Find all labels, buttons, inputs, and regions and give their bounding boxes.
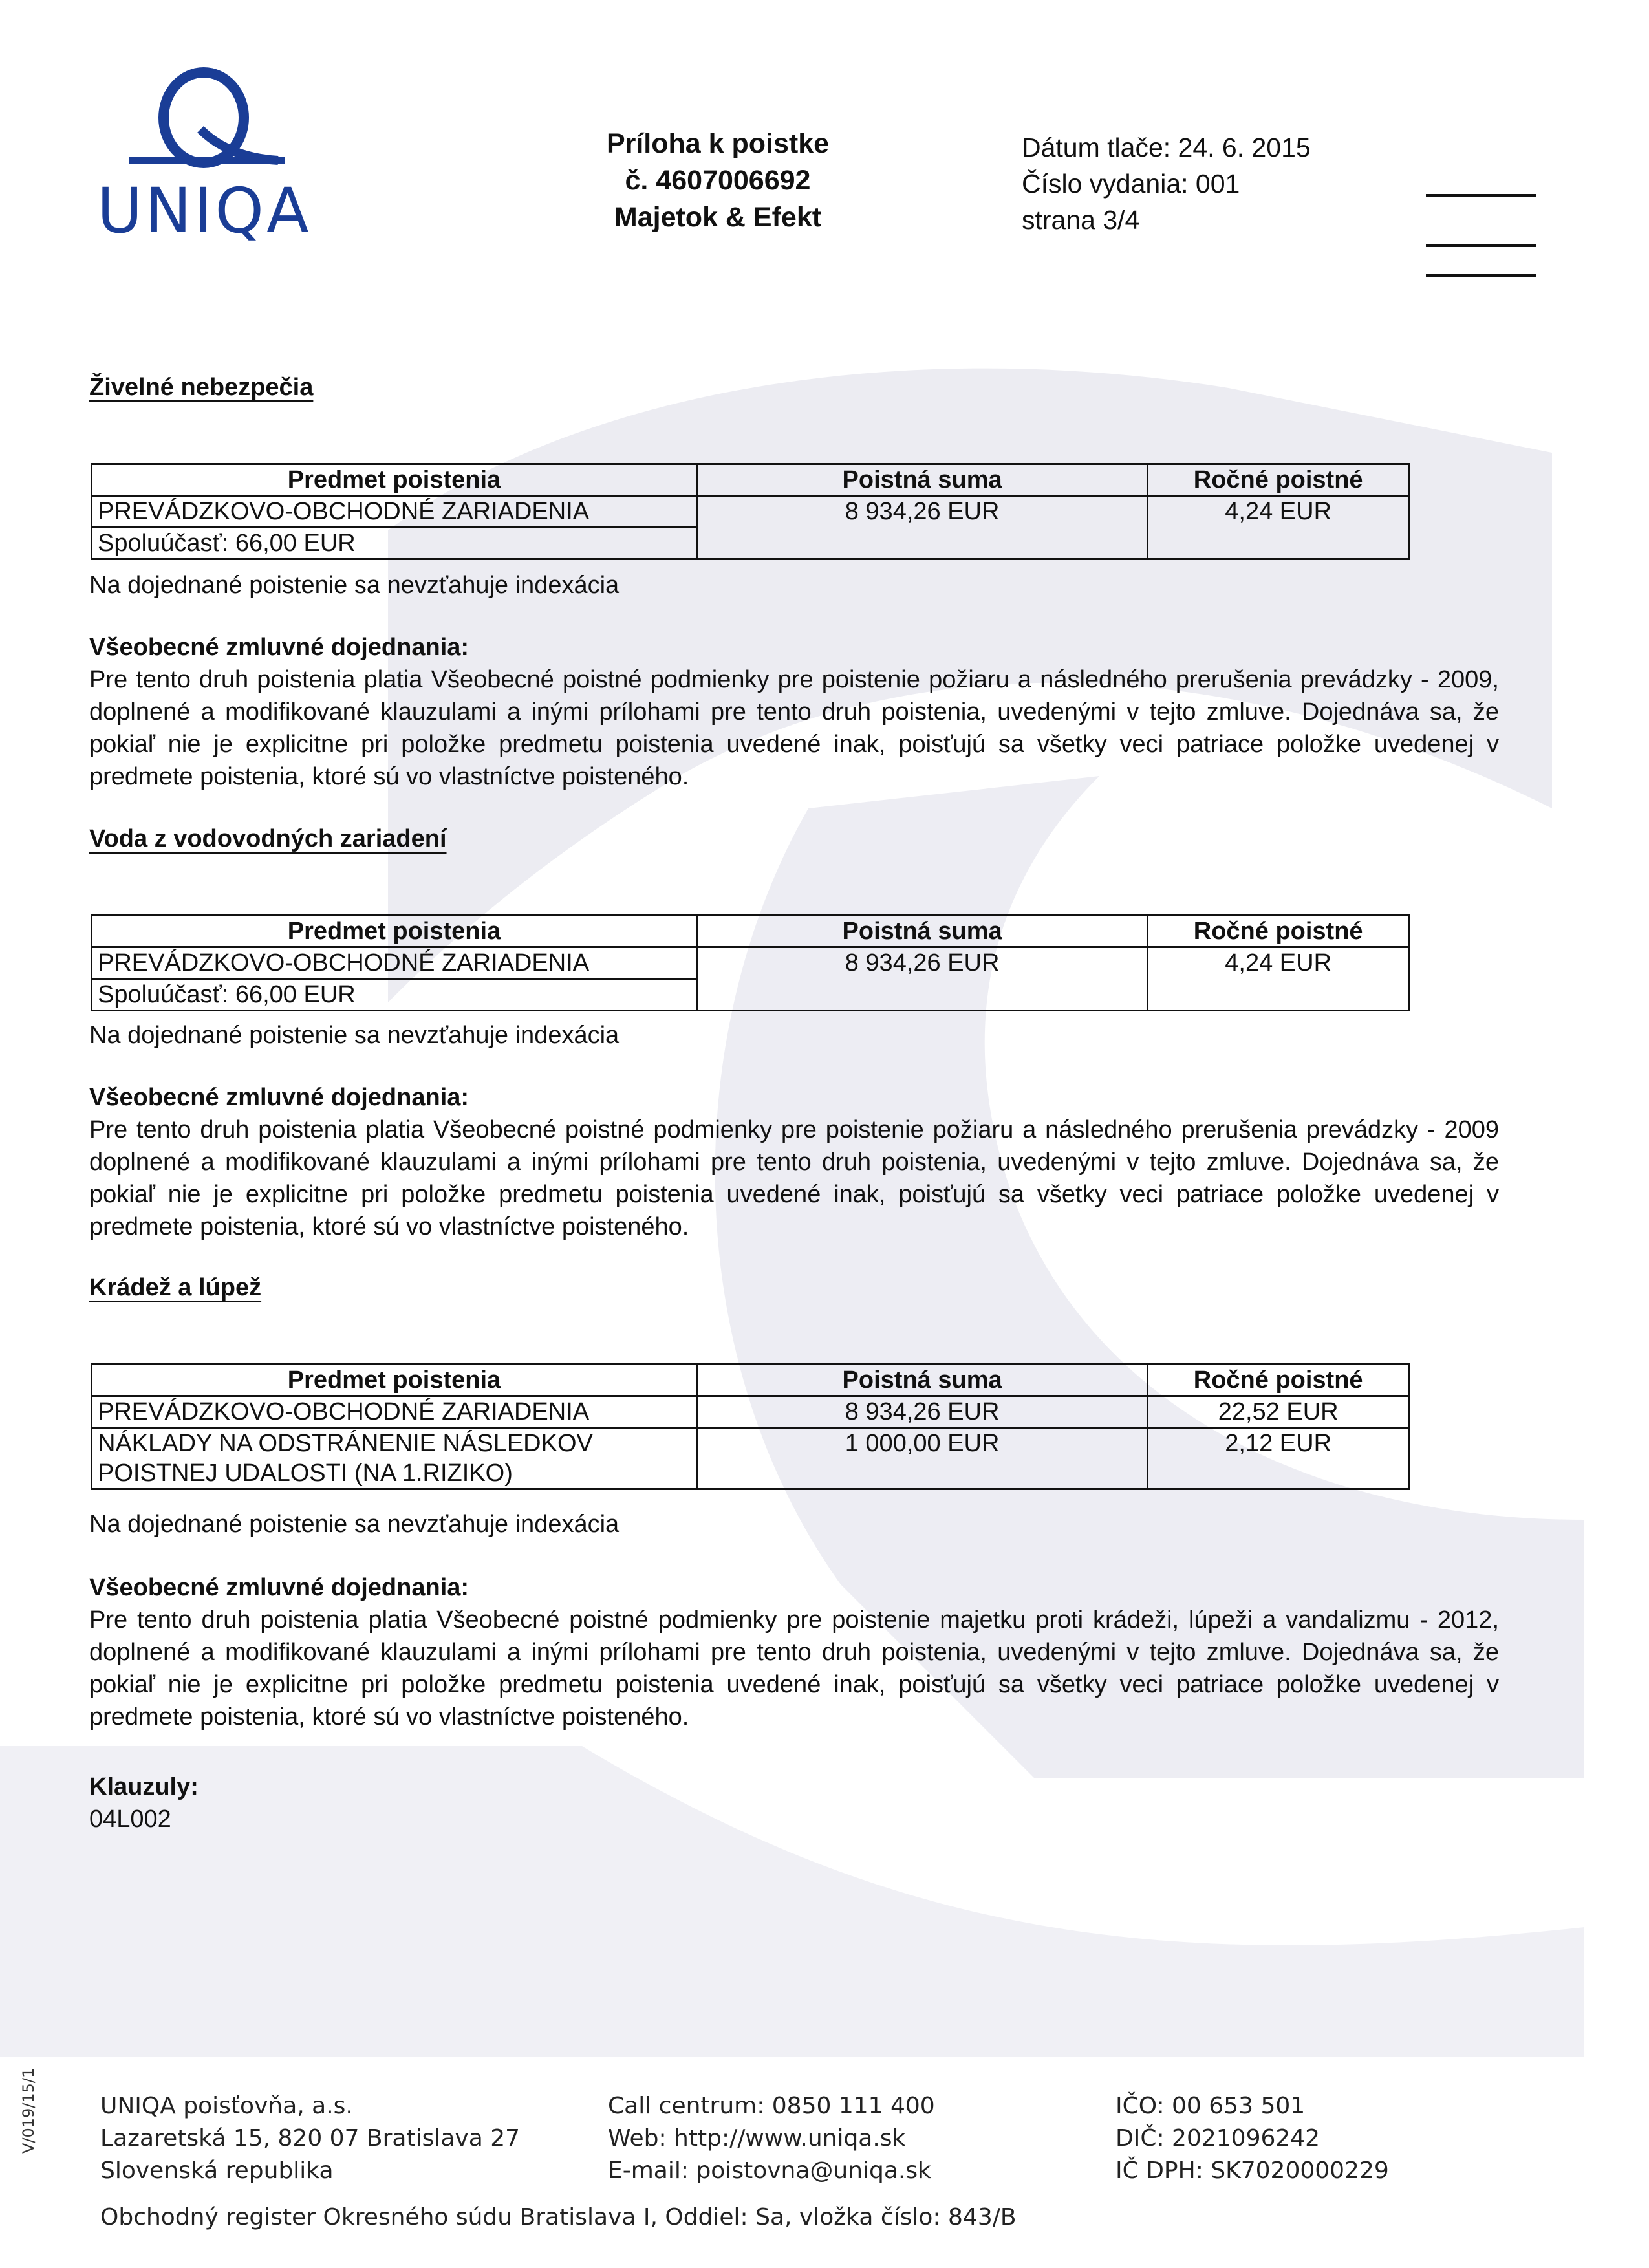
column-header: Predmet poistenia bbox=[92, 1365, 697, 1396]
attachment-title: Príloha k poistke bbox=[606, 128, 830, 159]
company-name: UNIQA poisťovňa, a.s. bbox=[100, 2093, 353, 2119]
print-date: Dátum tlače: 24. 6. 2015 bbox=[1022, 133, 1311, 162]
indexation-note: Na dojednané poistenie sa nevzťahuje indexácia bbox=[89, 1022, 620, 1049]
ico: IČO: 00 653 501 bbox=[1116, 2093, 1306, 2119]
column-header: Poistná suma bbox=[696, 1365, 1147, 1396]
column-header: Ročné poistné bbox=[1148, 464, 1409, 496]
footer-registration bbox=[1116, 2090, 1389, 2187]
header-rule bbox=[1426, 274, 1536, 277]
indexation-note: Na dojednané poistenie sa nevzťahuje indexácia bbox=[89, 572, 620, 599]
company-register: Obchodný register Okresného súdu Bratislava I, Oddiel: Sa, vložka číslo: 843/B bbox=[100, 2204, 1017, 2230]
table-cell: 8 934,26 EUR bbox=[696, 1396, 1147, 1428]
dic: DIČ: 2021096242 bbox=[1116, 2125, 1320, 2152]
column-header: Poistná suma bbox=[696, 916, 1147, 947]
header-rule bbox=[1426, 244, 1536, 247]
column-header: Predmet poistenia bbox=[92, 464, 697, 496]
attachment-header bbox=[582, 125, 854, 236]
table-cell: PREVÁDZKOVO-OBCHODNÉ ZARIADENIA bbox=[92, 496, 697, 528]
table-cell: NÁKLADY NA ODSTRÁNENIE NÁSLEDKOV POISTNEJ UDALOSTI (NA 1.RIZIKO) bbox=[92, 1428, 697, 1489]
agreements-heading: Všeobecné zmluvné dojednania: bbox=[89, 634, 469, 661]
table-cell: 8 934,26 EUR bbox=[696, 496, 1147, 559]
header-rule bbox=[1426, 194, 1536, 197]
table-cell: 4,24 EUR bbox=[1148, 496, 1409, 559]
page-number: strana 3/4 bbox=[1022, 205, 1140, 235]
website: Web: http://www.uniqa.sk bbox=[608, 2125, 906, 2152]
table-cell: Spoluúčasť: 66,00 EUR bbox=[92, 979, 697, 1011]
company-country: Slovenská republika bbox=[100, 2157, 334, 2184]
call-centre: Call centrum: 0850 111 400 bbox=[608, 2093, 935, 2119]
section-title: Živelné nebezpečia bbox=[89, 374, 314, 401]
indexation-note: Na dojednané poistenie sa nevzťahuje indexácia bbox=[89, 1511, 620, 1538]
footer-contact bbox=[608, 2090, 935, 2187]
insurance-table bbox=[91, 1363, 1410, 1490]
email: E-mail: poistovna@uniqa.sk bbox=[608, 2157, 931, 2184]
clause-code: 04L002 bbox=[89, 1806, 171, 1833]
insurance-table bbox=[91, 463, 1410, 560]
table-cell: PREVÁDZKOVO-OBCHODNÉ ZARIADENIA bbox=[92, 947, 697, 979]
agreements-heading: Všeobecné zmluvné dojednania: bbox=[89, 1574, 469, 1601]
table-cell: 4,24 EUR bbox=[1148, 947, 1409, 1011]
table-cell: 22,52 EUR bbox=[1148, 1396, 1409, 1428]
company-address: Lazaretská 15, 820 07 Bratislava 27 bbox=[100, 2125, 521, 2152]
table-cell: 2,12 EUR bbox=[1148, 1428, 1409, 1489]
policy-number: č. 4607006692 bbox=[625, 165, 811, 196]
section-title: Voda z vodovodných zariadení bbox=[89, 825, 447, 852]
column-header: Predmet poistenia bbox=[92, 916, 697, 947]
agreements-text: Pre tento druh poistenia platia Všeobecné poistné podmienky pre poistenie majetku proti krádeži, lúpeži a vandalizmu - 2012, doplnené a modifikované klauzulami a inými prílohami pre tento druh poistenia, uvedenými v tejto zmluve. Dojednáva sa, že pokiaľ nie je explicitne pri položke predmetu poistenia uvedené inak, poisťujú sa všetky veci patriace položke uvedenej v predmete poistenia, ktoré sú vo vlastníctve poisteného. bbox=[89, 1606, 1499, 1731]
issue-number: Číslo vydania: 001 bbox=[1022, 169, 1240, 199]
footer-company bbox=[100, 2090, 520, 2187]
uniqa-logo-icon bbox=[123, 65, 291, 175]
column-header: Poistná suma bbox=[696, 464, 1147, 496]
product-name: Majetok & Efekt bbox=[614, 202, 822, 233]
print-info bbox=[1022, 129, 1311, 238]
ic-dph: IČ DPH: SK7020000229 bbox=[1116, 2157, 1389, 2184]
agreements-text: Pre tento druh poistenia platia Všeobecné poistné podmienky pre poistenie požiaru a následného prerušenia prevádzky - 2009 doplnené a modifikované klauzulami a inými prílohami pre tento druh poistenia, uvedenými v tejto zmluve. Dojednáva sa, že pokiaľ nie je explicitne pri položke predmetu poistenia uvedené inak, poisťujú sa všetky veci patriace položke uvedenej v predmete poistenia, ktoré sú vo vlastníctve poisteného. bbox=[89, 1116, 1499, 1240]
column-header: Ročné poistné bbox=[1148, 1365, 1409, 1396]
agreements-text: Pre tento druh poistenia platia Všeobecné poistné podmienky pre poistenie požiaru a následného prerušenia prevádzky - 2009, doplnené a modifikované klauzulami a inými prílohami pre tento druh poistenia, uvedenými v tejto zmluve. Dojednáva sa, že pokiaľ nie je explicitne pri položke predmetu poistenia uvedené inak, poisťujú sa všetky veci patriace položke uvedenej v predmete poistenia, ktoré sú vo vlastníctve poisteného. bbox=[89, 666, 1499, 790]
table-cell: Spoluúčasť: 66,00 EUR bbox=[92, 528, 697, 559]
column-header: Ročné poistné bbox=[1148, 916, 1409, 947]
table-cell: 8 934,26 EUR bbox=[696, 947, 1147, 1011]
table-cell: PREVÁDZKOVO-OBCHODNÉ ZARIADENIA bbox=[92, 1396, 697, 1428]
table-cell: 1 000,00 EUR bbox=[696, 1428, 1147, 1489]
insurance-table bbox=[91, 914, 1410, 1011]
section-title: Krádež a lúpež bbox=[89, 1274, 262, 1301]
clauses-heading: Klauzuly: bbox=[89, 1773, 199, 1800]
agreements-heading: Všeobecné zmluvné dojednania: bbox=[89, 1084, 469, 1111]
brand-name: UNIQA bbox=[97, 175, 312, 247]
form-code: V/019/15/1 bbox=[19, 2068, 38, 2154]
